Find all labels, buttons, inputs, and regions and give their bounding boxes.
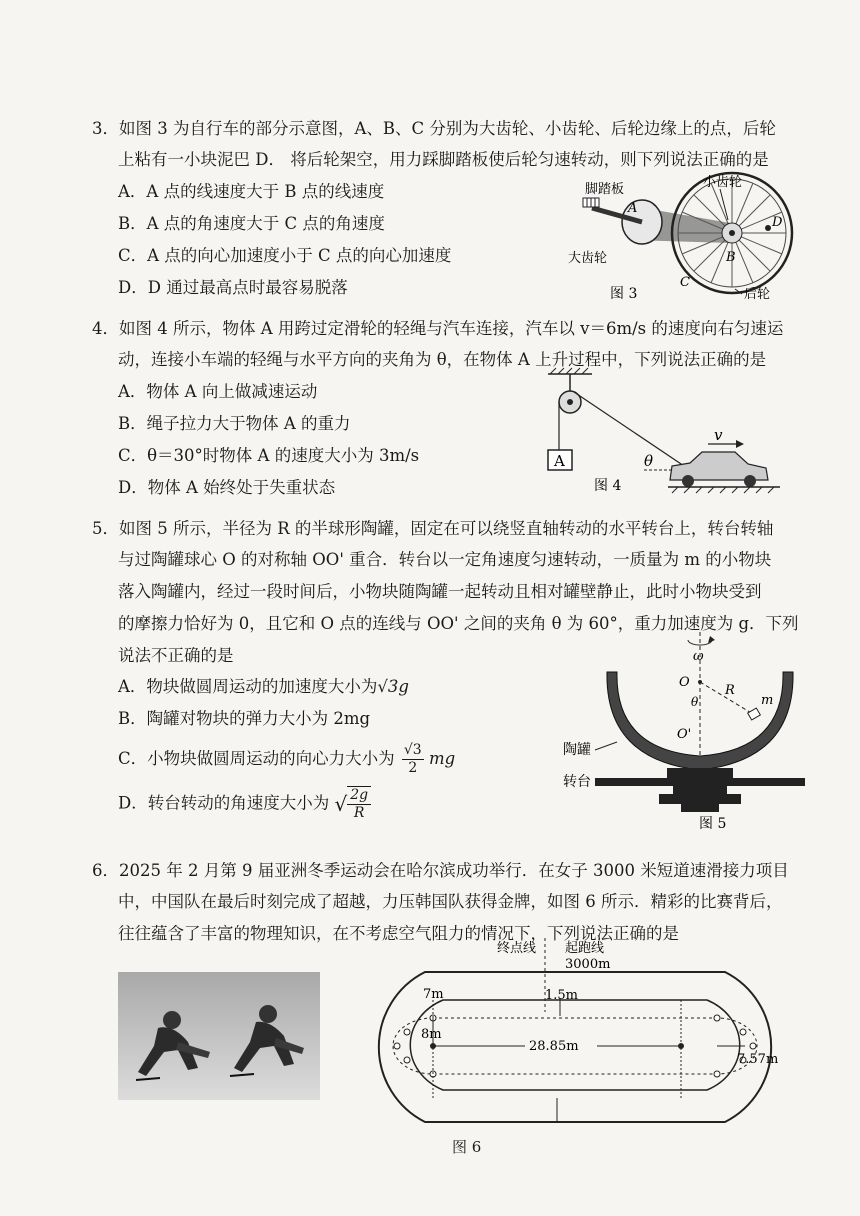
label-turntable: 转台: [563, 774, 591, 790]
q3-option-a: A．A 点的线速度大于 B 点的线速度: [118, 182, 385, 201]
svg-text:3000m: 3000m: [565, 957, 611, 972]
q5-option-b: B．陶罐对物块的弹力大小为 2mg: [118, 709, 371, 728]
svg-text:O': O': [677, 727, 692, 742]
q3-line-2: 上粘有一小块泥巴 D． 将后轮架空，用力踩脚踏板使后轮匀速转动，则下列说法正确的是: [118, 150, 769, 169]
svg-text:起跑线: 起跑线: [565, 941, 605, 956]
fig5-caption: 图 5: [699, 816, 727, 832]
q5-option-d: D．转台转动的角速度大小为 √ $\frac{2g}{R}$: [118, 786, 371, 822]
q5-line-4: 的摩擦力恰好为 0，且它和 O 点的连线与 OO' 之间的夹角 θ 为 60°，重力加速度为 g．下列: [118, 614, 799, 633]
svg-text:8m: 8m: [421, 1027, 442, 1042]
figure-5-jar-turntable: [555, 630, 805, 830]
svg-text:A: A: [628, 201, 638, 216]
svg-text:ω: ω: [693, 649, 704, 664]
label-small-gear: 小齿轮: [703, 175, 743, 190]
q5-line-3: 落入陶罐内，经过一段时间后，小物块随陶罐一起转动且相对罐壁静止，此时小物块受到: [118, 582, 762, 601]
label-big-gear: 大齿轮: [568, 251, 608, 266]
fig4-caption: 图 4: [594, 478, 622, 494]
svg-text:终点线: 终点线: [497, 941, 537, 956]
svg-text:D: D: [772, 215, 783, 230]
label-pedal: 脚踏板: [585, 182, 625, 197]
svg-text:A: A: [554, 452, 565, 470]
label-rear-wheel: 后轮: [744, 287, 771, 302]
q3-option-b: B．A 点的角速度大于 C 点的角速度: [118, 214, 385, 233]
svg-text:O: O: [679, 675, 690, 690]
q3-line-1: 3．如图 3 为自行车的部分示意图，A、B、C 分别为大齿轮、小齿轮、后轮边缘上的点，后轮: [92, 119, 776, 138]
q5-option-c: C．小物块做圆周运动的向心力大小为 $\frac{√3}{2}$ mg: [118, 742, 456, 776]
q3-option-d: D．D 通过最高点时最容易脱落: [118, 278, 348, 297]
label-jar: 陶罐: [563, 742, 591, 758]
figure-6-track: [325, 938, 825, 1128]
q4-line-1: 4．如图 4 所示，物体 A 用跨过定滑轮的轻绳与汽车连接，汽车以 v＝6m/s 的速度向右匀速运: [92, 319, 784, 338]
q4-option-c: C．θ＝30°时物体 A 的速度大小为 3m/s: [118, 446, 420, 465]
q5-line-1: 5．如图 5 所示，半径为 R 的半球形陶罐，固定在可以绕竖直轴转动的水平转台上，转台转轴: [92, 519, 774, 538]
q4-option-a: A．物体 A 向上做减速运动: [118, 382, 318, 401]
figure-4-pulley-car: [540, 368, 780, 498]
svg-text:v: v: [714, 426, 723, 444]
skaters-photo: [118, 972, 320, 1100]
fig6-caption: 图 6: [452, 1138, 482, 1156]
q6-line-1: 6．2025 年 2 月第 9 届亚洲冬季运动会在哈尔滨成功举行．在女子 3000 米短道速滑接力项目: [92, 861, 789, 880]
svg-text:θ: θ: [691, 695, 699, 709]
svg-text:θ: θ: [644, 452, 654, 470]
fig3-caption: 图 3: [610, 286, 638, 302]
q3-option-c: C．A 点的向心加速度小于 C 点的向心加速度: [118, 246, 452, 265]
q4-option-b: B．绳子拉力大于物体 A 的重力: [118, 414, 351, 433]
q5-line-2: 与过陶罐球心 O 的对称轴 OO' 重合．转台以一定角速度匀速转动，一质量为 m 的小物块: [118, 550, 772, 569]
svg-text:C: C: [680, 275, 690, 290]
svg-text:7m: 7m: [423, 987, 444, 1002]
q5-option-a: A．物块做圆周运动的加速度大小为√3g: [118, 677, 409, 696]
q5-line-5: 说法不正确的是: [118, 646, 234, 665]
q4-option-d: D．物体 A 始终处于失重状态: [118, 478, 336, 497]
svg-text:m: m: [761, 693, 774, 708]
q6-line-3: 往往蕴含了丰富的物理知识，在不考虑空气阻力的情况下，下列说法正确的是: [118, 924, 679, 943]
svg-text:B: B: [726, 250, 736, 265]
figure-3-bicycle: [568, 168, 825, 308]
svg-text:7.57m: 7.57m: [737, 1052, 779, 1067]
svg-text:R: R: [725, 683, 735, 698]
q4-line-2: 动，连接小车端的轻绳与水平方向的夹角为 θ，在物体 A 上升过程中，下列说法正确的是: [118, 350, 767, 369]
svg-text:1.5m: 1.5m: [545, 988, 579, 1003]
svg-text:28.85m: 28.85m: [529, 1039, 579, 1054]
q6-line-2: 中，中国队在最后时刻完成了超越，力压韩国队获得金牌，如图 6 所示．精彩的比赛背后，: [118, 892, 783, 911]
